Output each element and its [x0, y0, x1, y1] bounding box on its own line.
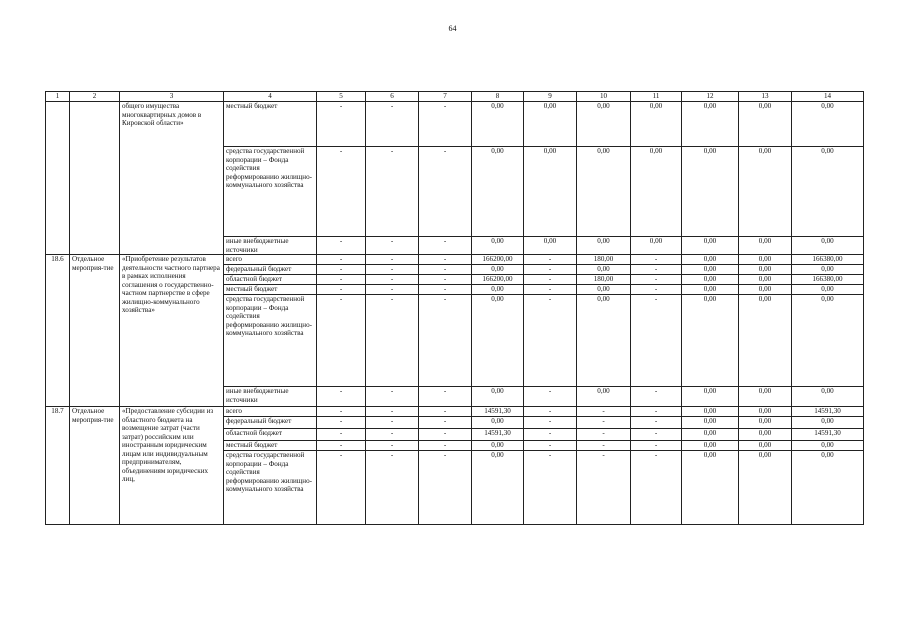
value-cell: 166200,00: [472, 255, 524, 265]
value-cell: -: [317, 237, 366, 255]
value-cell: -: [524, 417, 577, 429]
value-cell: -: [419, 265, 472, 275]
value-cell: 0,00: [524, 237, 577, 255]
value-cell: 14591,30: [792, 429, 864, 441]
value-cell: 0,00: [792, 387, 864, 407]
value-cell: -: [366, 387, 419, 407]
item-type: Отдельное мероприя-тие: [70, 255, 120, 407]
value-cell: 0,00: [739, 451, 792, 525]
value-cell: 0,00: [739, 285, 792, 295]
column-header: 9: [524, 92, 577, 102]
value-cell: -: [631, 275, 682, 285]
value-cell: -: [631, 451, 682, 525]
value-cell: 0,00: [472, 417, 524, 429]
value-cell: 0,00: [739, 275, 792, 285]
value-cell: 0,00: [682, 265, 739, 275]
value-cell: 0,00: [739, 387, 792, 407]
value-cell: -: [524, 295, 577, 387]
value-cell: 0,00: [682, 417, 739, 429]
value-cell: 0,00: [631, 237, 682, 255]
value-cell: -: [317, 417, 366, 429]
value-cell: 0,00: [682, 285, 739, 295]
value-cell: -: [524, 407, 577, 417]
value-cell: 0,00: [792, 295, 864, 387]
column-header: 1: [46, 92, 70, 102]
column-header: 8: [472, 92, 524, 102]
value-cell: 0,00: [739, 407, 792, 417]
row-number: 18.6: [46, 255, 70, 407]
value-cell: 0,00: [682, 275, 739, 285]
value-cell: -: [419, 102, 472, 147]
value-cell: 0,00: [472, 451, 524, 525]
column-header: 4: [224, 92, 317, 102]
value-cell: 0,00: [631, 147, 682, 237]
value-cell: -: [524, 429, 577, 441]
value-cell: 14591,30: [472, 407, 524, 417]
value-cell: -: [317, 265, 366, 275]
value-cell: -: [366, 275, 419, 285]
value-cell: 0,00: [577, 265, 631, 275]
value-cell: -: [524, 255, 577, 265]
column-header: 7: [419, 92, 472, 102]
value-cell: 14591,30: [472, 429, 524, 441]
value-cell: -: [317, 147, 366, 237]
value-cell: -: [419, 295, 472, 387]
column-header: 5: [317, 92, 366, 102]
funding-source: федеральный бюджет: [224, 265, 317, 275]
funding-source: иные внебюджетные источники: [224, 387, 317, 407]
value-cell: -: [366, 255, 419, 265]
value-cell: 0,00: [577, 295, 631, 387]
value-cell: -: [366, 285, 419, 295]
page-number: 64: [448, 24, 457, 33]
item-type: Отдельное мероприя-тие: [70, 407, 120, 525]
item-name: «Предоставление субсидии из областного бюджета на возмещение затрат (части затрат) российским или иностранным юридическим лицам или индивидуальным предпринимателям, объединениям юридических лиц,: [120, 407, 224, 525]
value-cell: 0,00: [472, 147, 524, 237]
funding-source: местный бюджет: [224, 441, 317, 451]
column-header: 6: [366, 92, 419, 102]
funding-source: областной бюджет: [224, 429, 317, 441]
value-cell: 0,00: [792, 147, 864, 237]
value-cell: -: [317, 285, 366, 295]
value-cell: 0,00: [682, 407, 739, 417]
value-cell: 180,00: [577, 255, 631, 265]
funding-source: местный бюджет: [224, 285, 317, 295]
value-cell: 0,00: [682, 441, 739, 451]
value-cell: 166200,00: [472, 275, 524, 285]
value-cell: -: [366, 237, 419, 255]
value-cell: 180,00: [577, 275, 631, 285]
value-cell: -: [631, 387, 682, 407]
value-cell: 0,00: [472, 285, 524, 295]
value-cell: 0,00: [524, 147, 577, 237]
value-cell: 0,00: [792, 451, 864, 525]
value-cell: 0,00: [524, 102, 577, 147]
value-cell: 0,00: [682, 147, 739, 237]
value-cell: -: [577, 451, 631, 525]
value-cell: 14591,30: [792, 407, 864, 417]
value-cell: 166380,00: [792, 275, 864, 285]
value-cell: -: [317, 275, 366, 285]
value-cell: -: [524, 451, 577, 525]
value-cell: -: [419, 237, 472, 255]
value-cell: -: [317, 255, 366, 265]
value-cell: 0,00: [472, 387, 524, 407]
item-name: общего имущества многоквартирных домов в Кировской области»: [120, 102, 224, 255]
column-header: 14: [792, 92, 864, 102]
value-cell: 0,00: [682, 295, 739, 387]
value-cell: 0,00: [739, 441, 792, 451]
value-cell: -: [631, 265, 682, 275]
value-cell: -: [524, 285, 577, 295]
table-row: [46, 407, 864, 417]
value-cell: 0,00: [792, 285, 864, 295]
value-cell: 166380,00: [792, 255, 864, 265]
funding-source: областной бюджет: [224, 275, 317, 285]
value-cell: -: [366, 429, 419, 441]
value-cell: -: [419, 407, 472, 417]
value-cell: 0,00: [631, 102, 682, 147]
value-cell: 0,00: [792, 102, 864, 147]
value-cell: -: [317, 451, 366, 525]
value-cell: -: [419, 417, 472, 429]
value-cell: -: [366, 265, 419, 275]
value-cell: 0,00: [739, 102, 792, 147]
funding-source: иные внебюджетные источники: [224, 237, 317, 255]
column-header: 13: [739, 92, 792, 102]
item-name: «Приобретение результатов деятельности частного партнера в рамках исполнения соглашения о государственно-частном партнерстве в сфере жилищно-коммунального хозяйства»: [120, 255, 224, 407]
value-cell: 0,00: [739, 295, 792, 387]
funding-source: средства государственной корпорации – Фонда содействия реформированию жилищно-коммунального хозяйства: [224, 147, 317, 237]
funding-source: федеральный бюджет: [224, 417, 317, 429]
value-cell: 0,00: [739, 417, 792, 429]
value-cell: 0,00: [577, 102, 631, 147]
value-cell: -: [419, 429, 472, 441]
value-cell: -: [524, 387, 577, 407]
value-cell: 0,00: [792, 265, 864, 275]
value-cell: -: [577, 429, 631, 441]
value-cell: 0,00: [682, 237, 739, 255]
value-cell: -: [419, 441, 472, 451]
value-cell: -: [524, 265, 577, 275]
funding-source: средства государственной корпорации – Фонда содействия реформированию жилищно-коммунального хозяйства: [224, 295, 317, 387]
value-cell: -: [524, 275, 577, 285]
value-cell: 0,00: [682, 255, 739, 265]
funding-source: всего: [224, 255, 317, 265]
row-number: [46, 102, 70, 255]
value-cell: -: [366, 417, 419, 429]
value-cell: 0,00: [472, 265, 524, 275]
column-header: 11: [631, 92, 682, 102]
value-cell: -: [419, 451, 472, 525]
value-cell: -: [631, 441, 682, 451]
table-row: [46, 102, 864, 147]
column-header: 2: [70, 92, 120, 102]
value-cell: 0,00: [472, 295, 524, 387]
value-cell: 0,00: [682, 429, 739, 441]
value-cell: -: [577, 441, 631, 451]
value-cell: -: [366, 295, 419, 387]
funding-source: местный бюджет: [224, 102, 317, 147]
value-cell: 0,00: [472, 102, 524, 147]
value-cell: -: [317, 295, 366, 387]
value-cell: -: [419, 255, 472, 265]
value-cell: -: [631, 407, 682, 417]
value-cell: -: [317, 407, 366, 417]
value-cell: -: [577, 407, 631, 417]
value-cell: 0,00: [682, 387, 739, 407]
value-cell: -: [419, 147, 472, 237]
value-cell: 0,00: [792, 417, 864, 429]
value-cell: -: [419, 285, 472, 295]
value-cell: -: [366, 407, 419, 417]
column-header: 10: [577, 92, 631, 102]
value-cell: -: [631, 429, 682, 441]
value-cell: -: [524, 441, 577, 451]
column-header: 12: [682, 92, 739, 102]
funding-source: всего: [224, 407, 317, 417]
funding-source: средства государственной корпорации – Фонда содействия реформированию жилищно-коммунального хозяйства: [224, 451, 317, 525]
value-cell: -: [317, 441, 366, 451]
value-cell: -: [631, 295, 682, 387]
value-cell: -: [419, 275, 472, 285]
value-cell: 0,00: [682, 451, 739, 525]
value-cell: 0,00: [472, 237, 524, 255]
item-type: [70, 102, 120, 255]
value-cell: 0,00: [792, 237, 864, 255]
value-cell: 0,00: [472, 441, 524, 451]
value-cell: 0,00: [577, 387, 631, 407]
value-cell: -: [419, 387, 472, 407]
header-row: [46, 92, 864, 102]
value-cell: -: [366, 147, 419, 237]
value-cell: -: [631, 285, 682, 295]
value-cell: -: [631, 255, 682, 265]
value-cell: 0,00: [682, 102, 739, 147]
value-cell: 0,00: [577, 237, 631, 255]
value-cell: 0,00: [739, 147, 792, 237]
table-row: [46, 255, 864, 265]
value-cell: 0,00: [739, 237, 792, 255]
column-header: 3: [120, 92, 224, 102]
value-cell: 0,00: [577, 147, 631, 237]
row-number: 18.7: [46, 407, 70, 525]
value-cell: 0,00: [792, 441, 864, 451]
value-cell: 0,00: [739, 429, 792, 441]
value-cell: 0,00: [577, 285, 631, 295]
value-cell: 0,00: [739, 255, 792, 265]
value-cell: -: [366, 441, 419, 451]
value-cell: -: [317, 429, 366, 441]
value-cell: 0,00: [739, 265, 792, 275]
value-cell: -: [577, 417, 631, 429]
value-cell: -: [317, 387, 366, 407]
budget-table: [45, 91, 864, 525]
value-cell: -: [366, 451, 419, 525]
value-cell: -: [631, 417, 682, 429]
value-cell: -: [366, 102, 419, 147]
value-cell: -: [317, 102, 366, 147]
